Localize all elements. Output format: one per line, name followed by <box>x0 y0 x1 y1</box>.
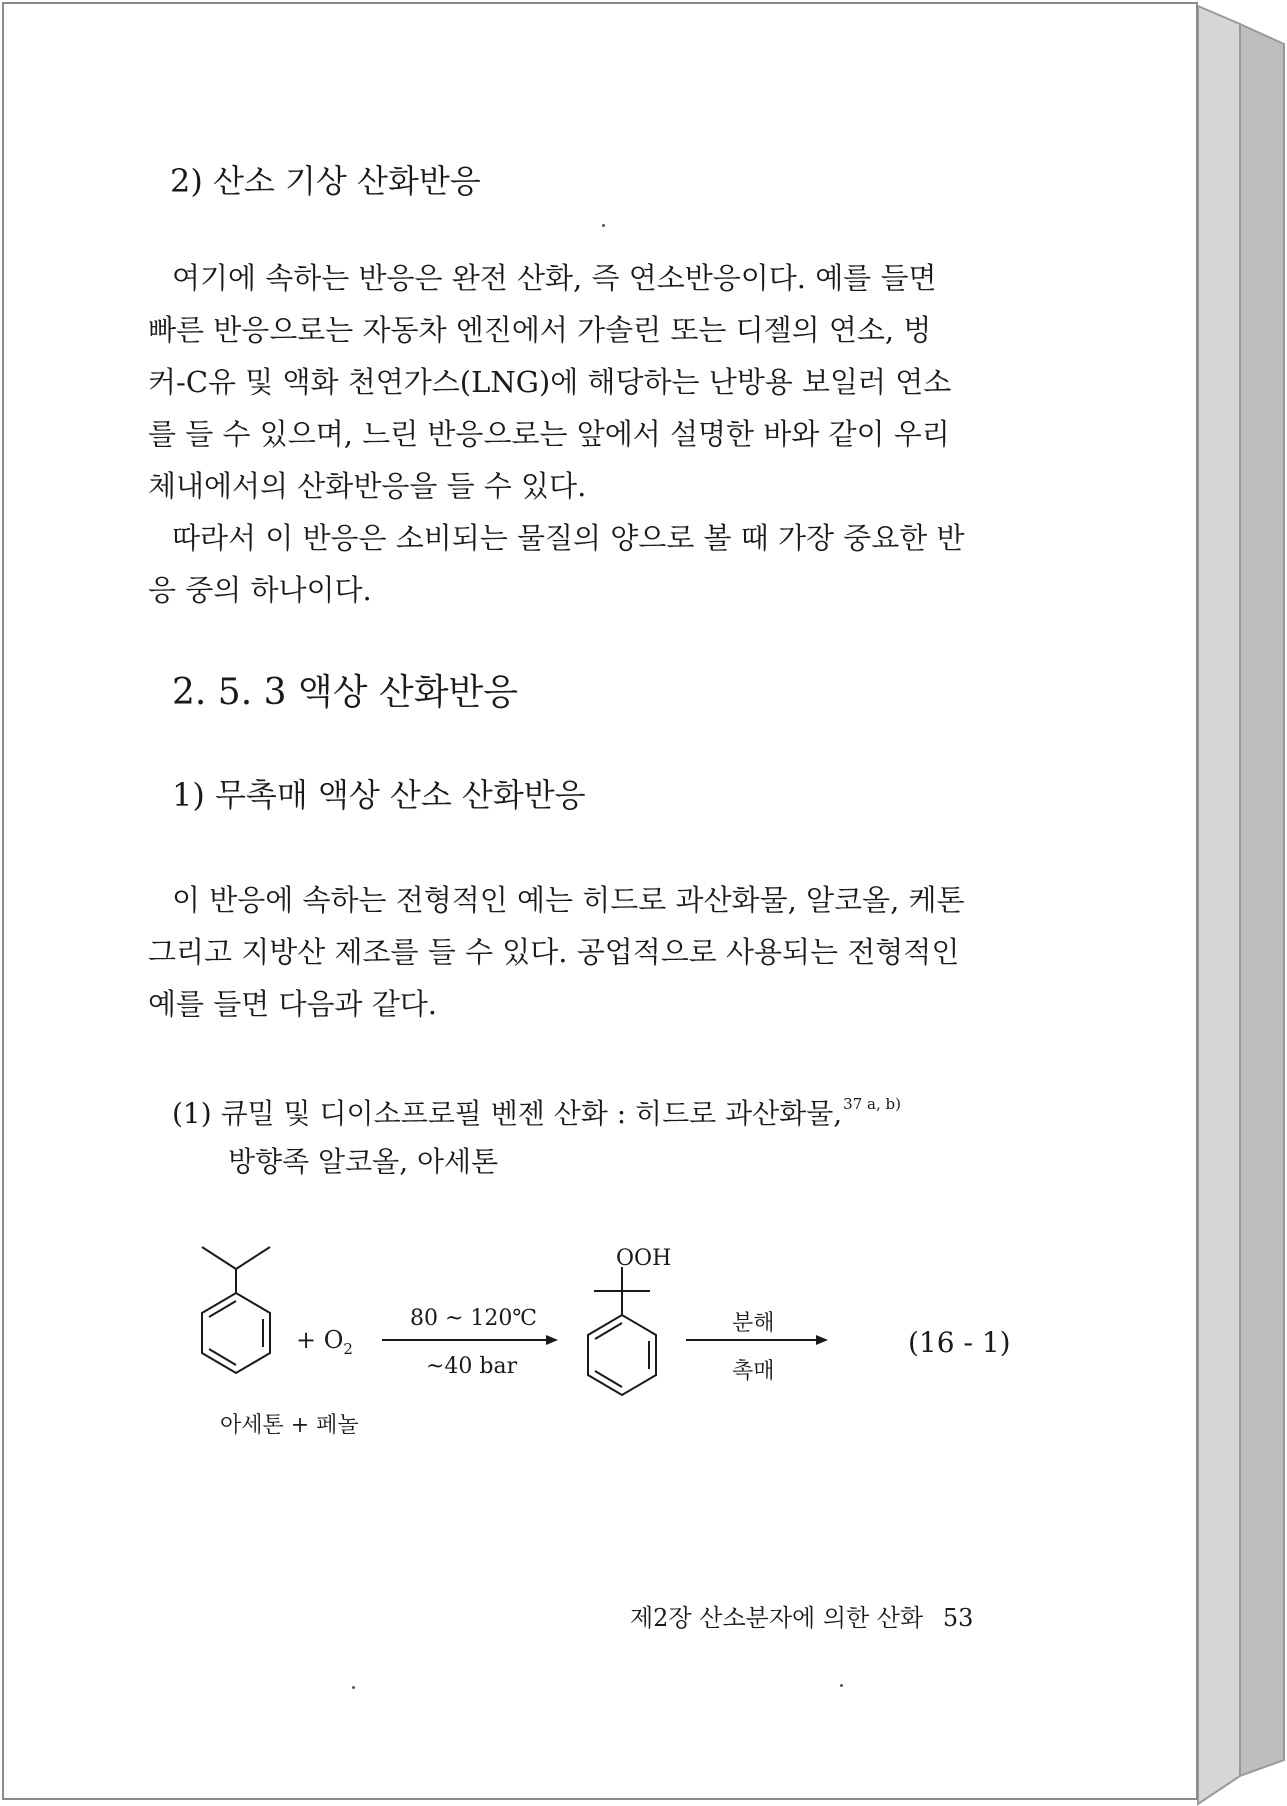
chapter-title: 제2장 산소분자에 의한 산화 <box>630 1604 924 1632</box>
running-footer <box>630 1598 973 1633</box>
equation-number: (16 - 1) <box>908 1326 1011 1359</box>
page-number: 53 <box>942 1604 974 1632</box>
speck <box>840 1684 843 1687</box>
text-line: 응 중의 하나이다. <box>148 573 372 607</box>
item-cumene-oxidation <box>172 1092 901 1132</box>
subheading-noncatalytic: 1) 무촉매 액상 산소 산화반응 <box>172 776 586 814</box>
item-products: 방향족 알코올, 아세톤 <box>228 1145 499 1178</box>
text-line: 를 들 수 있으며, 느린 반응으로는 앞에서 설명한 바와 같이 우리 <box>148 417 950 451</box>
step-decomposition-label: 분해 <box>732 1311 775 1336</box>
text-line: 예를 들면 다음과 같다. <box>148 987 437 1021</box>
item-text: (1) 큐밀 및 디이소프로필 벤젠 산화 : 히드로 과산화물, <box>172 1097 843 1130</box>
text-line: 따라서 이 반응은 소비되는 물질의 양으로 볼 때 가장 중요한 반 <box>172 521 965 555</box>
text-line: 커-C유 및 액화 천연가스(LNG)에 해당하는 난방용 보일러 연소 <box>148 365 952 399</box>
section-title: 2. 5. 3 액상 산화반응 <box>172 672 519 713</box>
reaction-arrow-1 <box>382 1335 558 1345</box>
reference-mark: 37 a, b) <box>843 1095 901 1113</box>
condition-pressure: ~40 bar <box>426 1354 518 1379</box>
final-products: 아세톤 + 페놀 <box>220 1413 359 1438</box>
cumene-hydroperoxide-structure <box>588 1267 656 1395</box>
reactant-oxygen: + $O_2$ <box>296 1326 353 1358</box>
step-catalyst-label: 촉매 <box>732 1359 775 1384</box>
text-line: 여기에 속하는 반응은 완전 산화, 즉 연소반응이다. 예를 들면 <box>172 261 937 295</box>
condition-temperature: 80 ~ 120℃ <box>410 1306 538 1331</box>
text-line: 체내에서의 산화반응을 들 수 있다. <box>148 469 587 503</box>
heading-gas-phase-oxidation: 2) 산소 기상 산화반응 <box>170 162 481 200</box>
speck <box>602 224 605 227</box>
text-line: 빠른 반응으로는 자동차 엔진에서 가솔린 또는 디젤의 연소, 벙 <box>148 313 932 347</box>
cumene-structure <box>202 1247 270 1373</box>
speck <box>352 1686 355 1689</box>
text-line: 그리고 지방산 제조를 들 수 있다. 공업적으로 사용되는 전형적인 <box>148 935 960 969</box>
product-hydroperoxide-label: OOH <box>616 1246 672 1271</box>
text-line: 이 반응에 속하는 전형적인 예는 히드로 과산화물, 알코올, 케톤 <box>172 883 965 917</box>
